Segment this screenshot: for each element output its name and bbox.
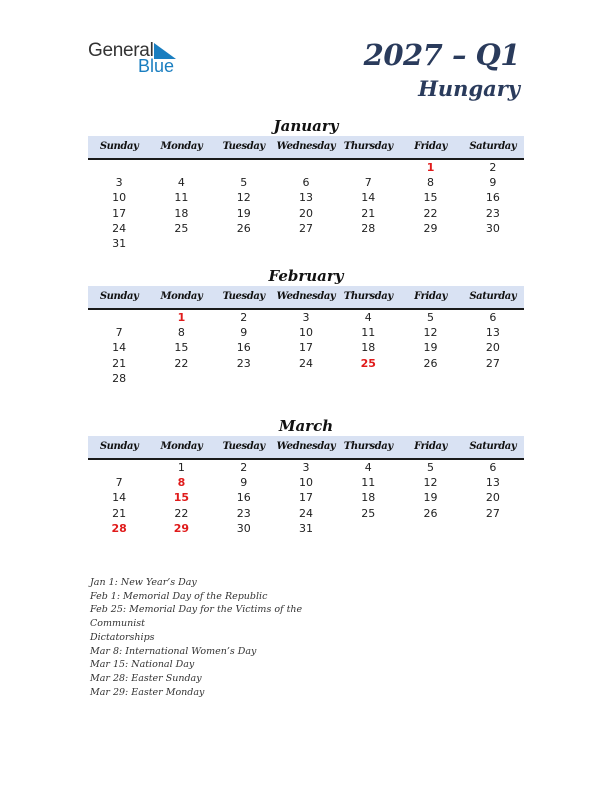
day-cell: 25 — [361, 506, 376, 520]
month-title: March — [278, 417, 334, 435]
day-cell: 4 — [177, 176, 185, 190]
day-cell — [275, 160, 337, 175]
day-cell — [88, 460, 150, 475]
day-cell: 10 — [112, 191, 127, 205]
day-cell: 2 — [240, 311, 248, 324]
weekday-label: Monday — [160, 141, 203, 152]
month-title: January — [273, 117, 339, 135]
day-cell: 20 — [485, 491, 500, 505]
weekday-header-row — [88, 436, 524, 460]
day-cell — [275, 236, 337, 251]
weekday-label: Sunday — [99, 291, 139, 302]
holiday-item: Mar 29: Easter Monday — [90, 686, 205, 698]
day-cell — [462, 371, 524, 386]
week-row — [88, 371, 524, 386]
holiday-item: Mar 15: National Day — [90, 659, 195, 671]
day-cell: 19 — [423, 341, 438, 355]
day-cell: 14 — [112, 341, 127, 355]
holiday-item: Feb 25: Memorial Day for the Victims of the Communist — [90, 604, 303, 630]
day-cell — [462, 521, 524, 536]
day-cell: 1 — [177, 311, 186, 324]
day-cell: 24 — [298, 356, 313, 370]
day-cell: 18 — [361, 341, 376, 355]
day-cell: 9 — [240, 476, 248, 490]
day-cell: 11 — [361, 326, 376, 340]
month-march — [88, 416, 524, 536]
weekday-label: Saturday — [469, 441, 517, 452]
page-title: 2027 – Q1 — [363, 38, 520, 72]
day-cell: 20 — [298, 206, 313, 220]
weekday-label: Wednesday — [276, 141, 336, 152]
logo-text-blue: Blue — [138, 56, 175, 76]
day-cell — [150, 371, 212, 386]
day-cell: 24 — [298, 506, 313, 520]
weekday-header-row — [88, 286, 524, 310]
day-cell: 6 — [489, 461, 497, 474]
week-row — [88, 460, 524, 475]
day-cell: 7 — [115, 326, 123, 340]
weekday-label: Friday — [414, 441, 447, 452]
day-cell: 10 — [298, 326, 313, 340]
month-january — [88, 116, 524, 251]
day-cell — [275, 371, 337, 386]
day-cell: 2 — [489, 161, 497, 174]
week-row — [88, 356, 524, 371]
day-cell: 26 — [423, 356, 438, 370]
holiday-item: Feb 1: Memorial Day of the Republic — [90, 590, 268, 602]
day-cell — [399, 371, 461, 386]
weekday-label: Thursday — [343, 291, 393, 302]
week-row — [88, 175, 524, 190]
logo — [88, 40, 188, 80]
month-february — [88, 266, 524, 386]
day-cell: 31 — [112, 236, 127, 250]
day-cell — [337, 521, 399, 536]
day-cell: 12 — [423, 476, 438, 490]
week-row — [88, 490, 524, 505]
day-cell: 4 — [364, 461, 372, 474]
day-cell: 8 — [177, 476, 186, 490]
week-row — [88, 160, 524, 175]
day-cell: 23 — [236, 506, 251, 520]
week-row — [88, 236, 524, 251]
day-cell: 3 — [115, 176, 123, 190]
day-cell: 17 — [298, 491, 313, 505]
holiday-list — [90, 576, 350, 699]
day-cell: 17 — [298, 341, 313, 355]
weekday-label: Monday — [160, 441, 203, 452]
day-cell: 3 — [302, 311, 310, 324]
day-cell — [88, 310, 150, 325]
day-cell: 18 — [174, 206, 189, 220]
day-cell: 20 — [485, 341, 500, 355]
weekday-label: Friday — [414, 291, 447, 302]
week-row — [88, 310, 524, 325]
holiday-item: Jan 1: New Year’s Day — [90, 577, 197, 588]
day-cell: 13 — [298, 191, 313, 205]
day-cell: 18 — [361, 491, 376, 505]
day-cell: 7 — [115, 476, 123, 490]
day-cell: 10 — [298, 476, 313, 490]
day-cell: 29 — [173, 521, 190, 535]
day-cell: 30 — [485, 221, 500, 235]
day-cell — [399, 521, 461, 536]
weekday-header-row — [88, 136, 524, 160]
weekday-label: Saturday — [469, 141, 517, 152]
day-cell: 19 — [423, 491, 438, 505]
day-cell: 28 — [361, 221, 376, 235]
day-cell: 2 — [240, 461, 248, 474]
day-cell: 26 — [236, 221, 251, 235]
day-cell: 30 — [236, 521, 251, 535]
day-cell — [337, 236, 399, 251]
day-cell — [337, 371, 399, 386]
day-cell: 15 — [173, 491, 190, 505]
logo-text-general: General — [88, 40, 154, 61]
day-cell: 28 — [112, 371, 127, 385]
day-cell: 26 — [423, 506, 438, 520]
day-cell — [213, 160, 275, 175]
weekday-label: Thursday — [343, 141, 393, 152]
day-cell — [399, 236, 461, 251]
week-row — [88, 325, 524, 340]
holiday-item: Mar 8: International Women’s Day — [90, 645, 257, 657]
day-cell: 31 — [298, 521, 313, 535]
day-cell: 12 — [236, 191, 251, 205]
day-cell — [150, 160, 212, 175]
day-cell: 16 — [236, 491, 251, 505]
day-cell: 7 — [364, 176, 372, 190]
day-cell: 22 — [423, 206, 438, 220]
day-cell: 24 — [112, 221, 127, 235]
day-cell: 13 — [485, 476, 500, 490]
weekday-label: Wednesday — [276, 291, 336, 302]
day-cell: 14 — [361, 191, 376, 205]
holiday-item: Mar 28: Easter Sunday — [90, 672, 202, 684]
day-cell: 15 — [174, 341, 189, 355]
day-cell: 13 — [485, 326, 500, 340]
weekday-label: Tuesday — [222, 291, 265, 302]
day-cell — [462, 236, 524, 251]
day-cell: 1 — [426, 161, 435, 174]
weekday-label: Thursday — [343, 441, 393, 452]
day-cell: 23 — [485, 206, 500, 220]
day-cell: 22 — [174, 506, 189, 520]
weekday-label: Monday — [160, 291, 203, 302]
day-cell: 21 — [361, 206, 376, 220]
week-row — [88, 206, 524, 221]
day-cell — [213, 236, 275, 251]
country-title: Hungary — [418, 76, 520, 101]
day-cell: 6 — [489, 311, 497, 324]
day-cell: 17 — [112, 206, 127, 220]
week-row — [88, 506, 524, 521]
day-cell: 22 — [174, 356, 189, 370]
day-cell: 25 — [174, 221, 189, 235]
day-cell: 8 — [177, 326, 185, 340]
day-cell: 23 — [236, 356, 251, 370]
weekday-label: Tuesday — [222, 441, 265, 452]
week-row — [88, 221, 524, 236]
day-cell: 4 — [364, 311, 372, 324]
day-cell: 5 — [240, 176, 248, 190]
day-cell: 29 — [423, 221, 438, 235]
day-cell: 1 — [177, 461, 185, 474]
day-cell: 5 — [427, 461, 435, 474]
day-cell: 28 — [111, 521, 127, 535]
day-cell: 11 — [361, 476, 376, 490]
day-cell: 11 — [174, 191, 189, 205]
day-cell: 19 — [236, 206, 251, 220]
weekday-label: Tuesday — [222, 141, 265, 152]
day-cell — [88, 160, 150, 175]
day-cell: 27 — [485, 506, 500, 520]
day-cell: 15 — [423, 191, 438, 205]
holiday-item: Dictatorships — [90, 631, 155, 643]
day-cell: 16 — [485, 191, 500, 205]
weekday-label: Saturday — [469, 291, 517, 302]
day-cell: 21 — [112, 356, 127, 370]
weekday-label: Sunday — [99, 141, 139, 152]
weekday-label: Sunday — [99, 441, 139, 452]
day-cell — [150, 236, 212, 251]
weekday-label: Friday — [414, 141, 447, 152]
day-cell: 5 — [427, 311, 435, 324]
day-cell — [337, 160, 399, 175]
day-cell: 16 — [236, 341, 251, 355]
week-row — [88, 340, 524, 355]
day-cell: 9 — [240, 326, 248, 340]
week-row — [88, 190, 524, 205]
day-cell: 8 — [427, 176, 435, 190]
day-cell: 9 — [489, 176, 497, 190]
day-cell: 21 — [112, 506, 127, 520]
day-cell: 12 — [423, 326, 438, 340]
day-cell: 14 — [112, 491, 127, 505]
week-row — [88, 475, 524, 490]
day-cell: 6 — [302, 176, 310, 190]
day-cell — [213, 371, 275, 386]
weekday-label: Wednesday — [276, 441, 336, 452]
day-cell: 27 — [485, 356, 500, 370]
day-cell: 27 — [298, 221, 313, 235]
month-title: February — [268, 267, 344, 285]
week-row — [88, 521, 524, 536]
day-cell: 25 — [360, 356, 376, 370]
day-cell: 3 — [302, 461, 310, 474]
